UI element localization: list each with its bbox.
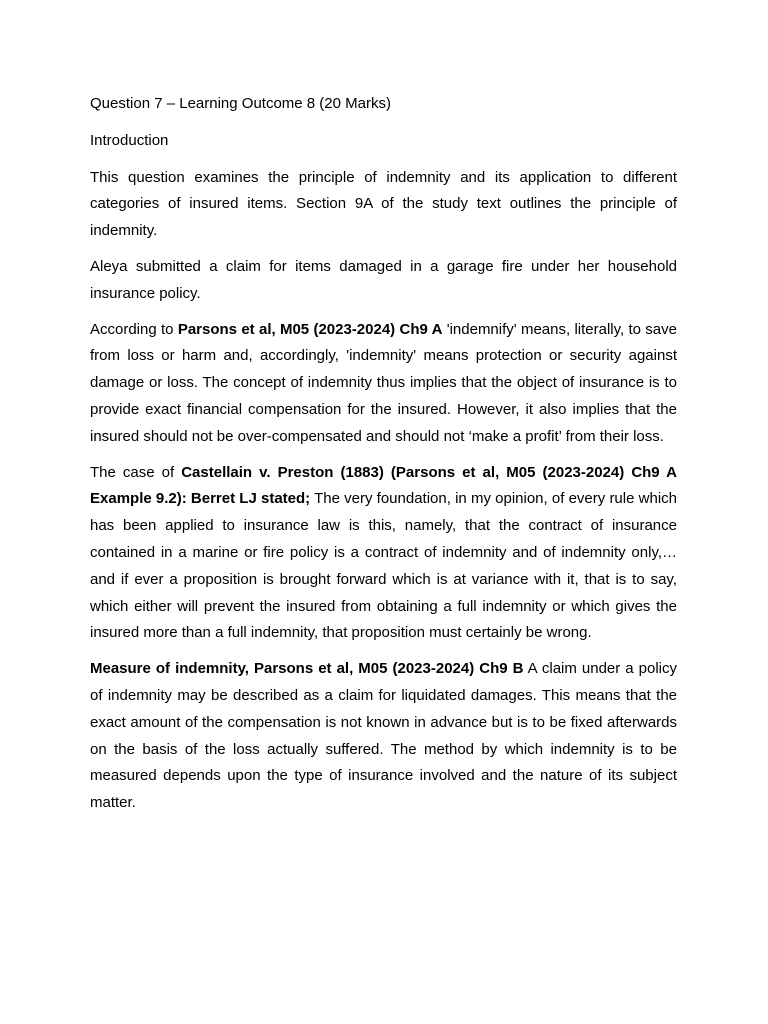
case-paragraph [90,460,677,648]
definition-body-text: 'indemnify' means, literally, to save from loss or harm and, accordingly, 'indemnity' means protection or security against damage or loss. The concept of indemnity thus implies that the object of insurance is to provide exact financial compensation for the insured. However, it also implies that the insured should not be over-compensated and should not ‘make a profit’ from their loss. [90,320,677,445]
definition-paragraph [90,317,677,451]
measure-reference: Measure of indemnity, Parsons et al, M05 (2023-2024) Ch9 B [90,660,524,678]
measure-paragraph [90,656,677,817]
measure-body-text: A claim under a policy of indemnity may be described as a claim for liquidated damages. This means that the exact amount of the compensation is not known in advance but is to be fixed afterwards on the basis of the loss actually suffered. The method by which indemnity is to be measured depends upon the type of insurance involved and the nature of its subject matter. [90,660,677,812]
document-page [90,91,677,826]
case-lead-text: The case of [90,463,182,481]
introduction-heading: Introduction [90,131,169,149]
question-heading: Question 7 – Learning Outcome 8 (20 Marks) [90,95,391,112]
case-reference: Castellain v. Preston (1883) (Parsons et al, M05 (2023-2024) Ch9 A Example 9.2): Berret LJ stated; [90,463,677,508]
claim-paragraph: Aleya submitted a claim for items damaged in a garage fire under her household insurance policy. [90,257,677,302]
definition-reference: Parsons et al, M05 (2023-2024) Ch9 A [177,320,443,338]
definition-lead-text: According to [90,320,178,338]
intro-paragraph: This question examines the principle of indemnity and its application to different categories of insured items. Section 9A of the study text outlines the principle of indemnity. [90,168,677,240]
case-quote-text: The very foundation, in my opinion, of every rule which has been applied to insurance law is this, namely, that the contract of insurance contained in a marine or fire policy is a contract of indemnity and of indemnity only,… and if ever a proposition is brought forward which is at variance with it, that is to say, which either will prevent the insured from obtaining a full indemnity or which gives the insured more than a full indemnity, that proposition must certainly be wrong. [90,490,677,642]
